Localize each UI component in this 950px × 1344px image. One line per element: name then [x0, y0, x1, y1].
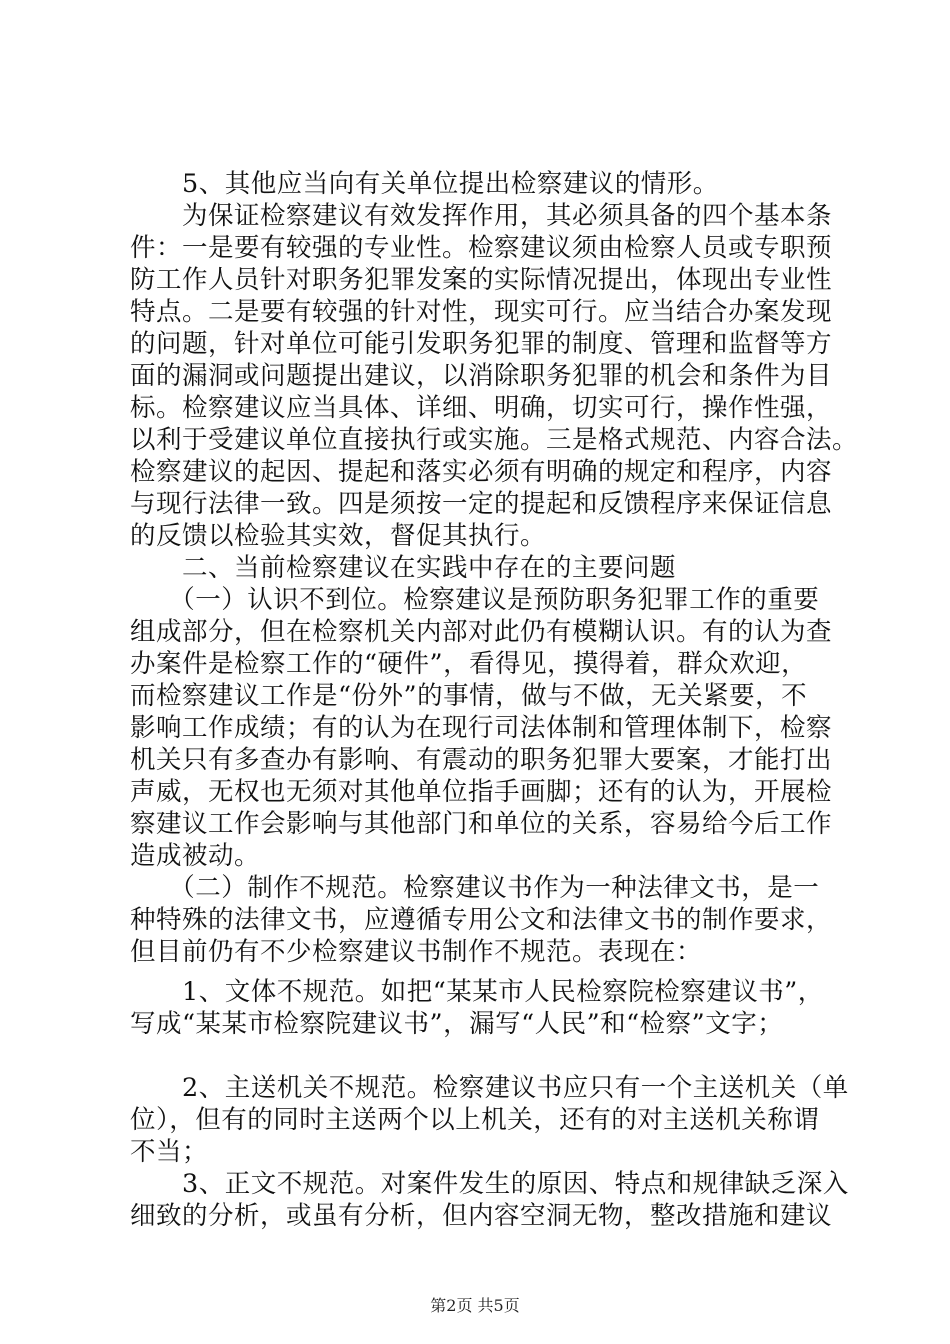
text-line: 防工作人员针对职务犯罪发案的实际情况提出，体现出专业性 [130, 265, 833, 295]
text-line: 办案件是检察工作的“硬件”，看得见，摸得着，群众欢迎， [130, 649, 808, 679]
text-line: 造成被动。 [130, 841, 261, 871]
text-line: 1、文体不规范。如把“某某市人民检察院检察建议书”， [130, 977, 824, 1007]
text-line: （二）制作不规范。检察建议书作为一种法律文书，是一 [130, 873, 820, 903]
text-line: 标。检察建议应当具体、详细、明确，切实可行，操作性强， [130, 393, 833, 423]
text-line: 件：一是要有较强的专业性。检察建议须由检察人员或专职预 [130, 233, 833, 263]
text-line: （一）认识不到位。检察建议是预防职务犯罪工作的重要 [130, 585, 820, 615]
text-line: 察建议工作会影响与其他部门和单位的关系，容易给今后工作 [130, 809, 833, 839]
text-line: 不当； [130, 1137, 209, 1167]
text-line: 影响工作成绩；有的认为在现行司法体制和管理体制下，检察 [130, 713, 833, 743]
text-line: 5、其他应当向有关单位提出检察建议的情形。 [130, 169, 719, 199]
text-line: 的问题，针对单位可能引发职务犯罪的制度、管理和监督等方 [130, 329, 833, 359]
section-heading: 二、当前检察建议在实践中存在的主要问题 [130, 553, 677, 583]
text-line: 面的漏洞或问题提出建议，以消除职务犯罪的机会和条件为目 [130, 361, 833, 391]
text-line: 而检察建议工作是“份外”的事情，做与不做，无关紧要，不 [130, 681, 808, 711]
text-line: 组成部分，但在检察机关内部对此仍有模糊认识。有的认为查 [130, 617, 833, 647]
text-line: 与现行法律一致。四是须按一定的提起和反馈程序来保证信息 [130, 489, 833, 519]
text-line: 为保证检察建议有效发挥作用，其必须具备的四个基本条 [130, 201, 833, 231]
text-line: 机关只有多查办有影响、有震动的职务犯罪大要案，才能打出 [130, 745, 833, 775]
text-line: 2、主送机关不规范。检察建议书应只有一个主送机关（单 [130, 1073, 849, 1103]
text-line: 的反馈以检验其实效，督促其执行。 [130, 521, 547, 551]
text-line: 特点。二是要有较强的针对性，现实可行。应当结合办案发现 [130, 297, 833, 327]
text-line: 细致的分析，或虽有分析，但内容空洞无物，整改措施和建议 [130, 1201, 833, 1231]
text-line: 声威，无权也无须对其他单位指手画脚；还有的认为，开展检 [130, 777, 833, 807]
text-line: 检察建议的起因、提起和落实必须有明确的规定和程序，内容 [130, 457, 833, 487]
text-line: 但目前仍有不少检察建议书制作不规范。表现在： [130, 937, 703, 967]
page-number-footer: 第2页 共5页 [430, 1296, 520, 1315]
text-line: 位），但有的同时主送两个以上机关，还有的对主送机关称谓 [130, 1105, 820, 1135]
text-line: 写成“某某市检察院建议书”，漏写“人民”和“检察”文字； [130, 1009, 784, 1039]
text-line: 以利于受建议单位直接执行或实施。三是格式规范、内容合法。 [130, 425, 859, 455]
text-line: 3、正文不规范。对案件发生的原因、特点和规律缺乏深入 [130, 1169, 849, 1199]
text-line: 种特殊的法律文书，应遵循专用公文和法律文书的制作要求， [130, 905, 833, 935]
